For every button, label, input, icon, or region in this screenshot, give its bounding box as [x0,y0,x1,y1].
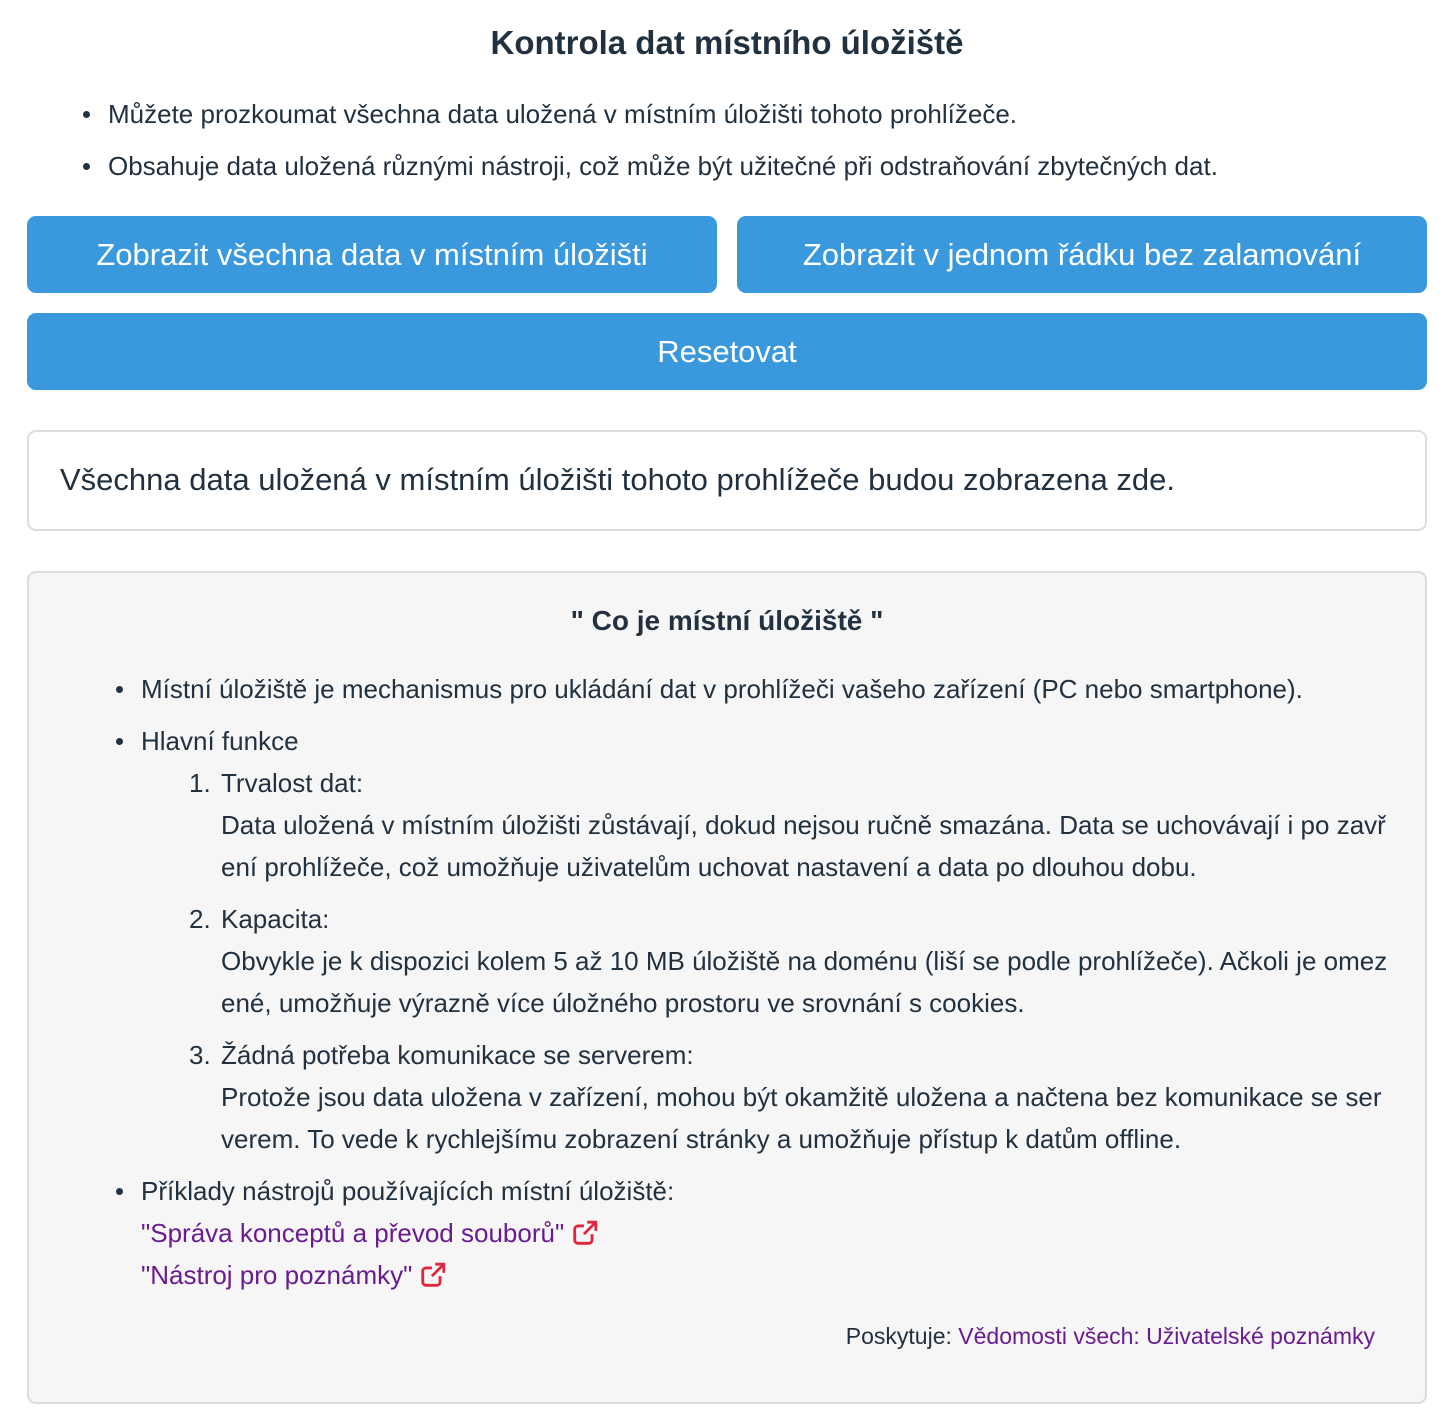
example-link-drafts[interactable] [141,1212,598,1254]
reset-button[interactable]: Resetovat [27,313,1427,390]
external-link-icon [572,1220,598,1246]
feature-title: Kapacita: [221,904,330,934]
intro-item [80,145,1218,187]
show-all-data-button[interactable]: Zobrazit všechna data v místním úložišti [27,216,717,293]
feature-body: Obvykle je k dispozici kolem 5 až 10 MB úložiště na doménu (liší se podle prohlížeče). Ačkoli je omezené, umožňuje výrazně více úložného prostoru ve srovnání s cookies. [221,946,1388,1018]
examples-label: Příklady nástrojů používajících místní úložiště: [141,1176,675,1206]
feature-item [141,1034,1391,1160]
feature-item [141,762,1391,888]
info-list [113,668,1391,1306]
feature-number: 1. [189,768,211,798]
info-title: " Co je místní úložiště " [570,605,884,636]
example-link-label: "Správa konceptů a převod souborů" [141,1218,565,1248]
feature-title: Trvalost dat: [221,768,364,798]
bullet-icon [116,1188,123,1195]
feature-body: Data uložená v místním úložišti zůstávají, dokud nejsou ručně smazána. Data se uchovávají i po zavření prohlížeče, což umožňuje uživatelům uchovat nastavení a data po dlouhou dobu. [221,810,1386,882]
info-panel [27,571,1427,1404]
provider-link[interactable]: Vědomosti všech: Uživatelské poznámky [958,1323,1375,1349]
bullet-icon [83,163,90,170]
features-list [141,762,1391,1160]
intro-item-text: Můžete prozkoumat všechna data uložená v místním úložišti tohoto prohlížeče. [108,99,1018,129]
features-label: Hlavní funkce [141,726,299,756]
intro-item [80,93,1218,135]
example-link-label: "Nástroj pro poznámky" [141,1260,413,1290]
external-link-icon [420,1262,446,1288]
info-item-examples [113,1170,1391,1296]
feature-number: 2. [189,904,211,934]
info-item-definition [113,668,1391,710]
bullet-icon [116,738,123,745]
intro-item-text: Obsahuje data uložená různými nástroji, což může být užitečné při odstraňování zbytečných dat. [108,151,1218,181]
feature-body: Protože jsou data uložena v zařízení, mohou být okamžitě uložena a načtena bez komunikace se serverem. To vede k rychlejšímu zobrazení stránky a umožňuje přístup k datům offline. [221,1082,1382,1154]
feature-title: Žádná potřeba komunikace se serverem: [221,1040,694,1070]
feature-number: 3. [189,1040,211,1070]
definition-text: Místní úložiště je mechanismus pro ukládání dat v prohlížeči vašeho zařízení (PC nebo smartphone). [141,674,1303,704]
intro-list [80,93,1218,197]
example-link-notes[interactable] [141,1254,446,1296]
bullet-icon [116,686,123,693]
output-placeholder-text: Všechna data uložená v místním úložišti tohoto prohlížeče budou zobrazena zde. [60,462,1175,497]
info-item-features [113,720,1391,1160]
single-line-view-button[interactable]: Zobrazit v jednom řádku bez zalamování [737,216,1427,293]
page-title: Kontrola dat místního úložiště [490,24,964,61]
provider-prefix: Poskytuje: [845,1323,959,1349]
bullet-icon [83,111,90,118]
feature-item [141,898,1391,1024]
storage-output-area [27,430,1427,531]
provider-credit [846,1321,1375,1351]
